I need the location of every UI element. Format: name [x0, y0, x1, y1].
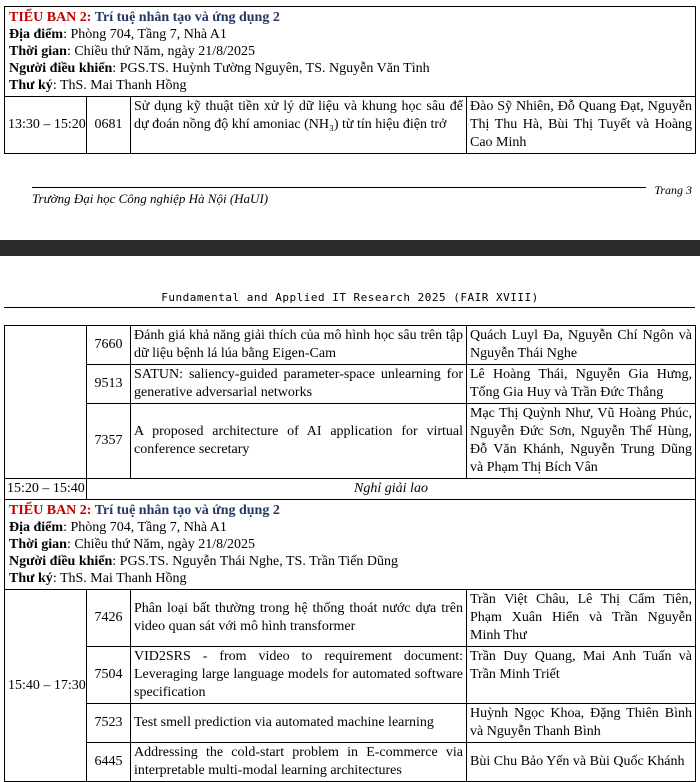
- break-row: [5, 479, 696, 500]
- time-cell: 15:40 – 17:30: [5, 590, 87, 782]
- session-time: Thời gian: Chiều thứ Năm, ngày 21/8/2025: [9, 44, 255, 59]
- session-info-row: [5, 500, 696, 590]
- session-heading: TIỂU BAN 2: Trí tuệ nhân tạo và ứng dụng 2: [9, 503, 280, 518]
- paper-authors: Huỳnh Ngọc Khoa, Đặng Thiên Bình và Nguyễn Thanh Bình: [467, 704, 696, 743]
- session-info: [5, 7, 696, 97]
- running-header: Fundamental and Applied IT Research 2025 (FAIR XVIII): [161, 291, 539, 304]
- paper-title: SATUN: saliency-guided parameter-space unlearning for generative adversarial networks: [131, 365, 467, 404]
- session-chairs: Người điều khiển: PGS.TS. Huỳnh Tường Nguyên, TS. Nguyễn Văn Tình: [9, 61, 430, 76]
- table-row: [5, 590, 696, 647]
- table-row: [5, 326, 696, 365]
- table-row: [5, 365, 696, 404]
- paper-title: Phân loại bất thường trong hệ thống thoát nước dựa trên video quan sát với mô hình transformer: [131, 590, 467, 647]
- paper-id: 6445: [87, 743, 131, 782]
- header-divider: [4, 307, 695, 308]
- table-row: [5, 704, 696, 743]
- page-gap: [0, 240, 700, 256]
- page-number: Trang 3: [654, 183, 692, 197]
- paper-authors: Đào Sỹ Nhiên, Đỗ Quang Đạt, Nguyễn Thị Thu Hà, Bùi Thị Tuyết và Hoàng Cao Minh: [467, 97, 696, 154]
- paper-authors: Mạc Thị Quỳnh Như, Vũ Hoàng Phúc, Nguyễn Đức Sơn, Nguyễn Thế Hùng, Đỗ Văn Khánh, Nguyễn Trung Dũng và Phạm Thị Bích Vân: [467, 404, 696, 479]
- paper-authors: Trần Duy Quang, Mai Anh Tuấn và Trần Minh Triết: [467, 647, 696, 704]
- paper-title: Test smell prediction via automated machine learning: [131, 704, 467, 743]
- time-cell-empty: [5, 326, 87, 479]
- paper-id: 9513: [87, 365, 131, 404]
- time-cell: 13:30 – 15:20: [5, 97, 87, 154]
- page-4: [0, 256, 700, 778]
- break-time: 15:20 – 15:40: [5, 479, 87, 500]
- table-row: [5, 97, 696, 154]
- paper-id: 7504: [87, 647, 131, 704]
- session-time: Thời gian: Chiều thứ Năm, ngày 21/8/2025: [9, 537, 255, 552]
- paper-authors: Lê Hoàng Thái, Nguyễn Gia Hưng, Tống Gia Huy và Trần Đức Thắng: [467, 365, 696, 404]
- paper-authors: Quách Luyl Đa, Nguyễn Chí Ngôn và Nguyễn Thái Nghe: [467, 326, 696, 365]
- paper-title: Đánh giá khả năng giải thích của mô hình học sâu trên tập dữ liệu bệnh lá lúa bằng Eigen-Cam: [131, 326, 467, 365]
- paper-id: 7357: [87, 404, 131, 479]
- paper-id: 7523: [87, 704, 131, 743]
- table-row: [5, 743, 696, 782]
- session-secretary: Thư ký: ThS. Mai Thanh Hồng: [9, 571, 187, 586]
- session-location: Địa điểm: Phòng 704, Tầng 7, Nhà A1: [9, 27, 227, 42]
- paper-title: VID2SRS - from video to requirement document: Leveraging large language models for automated software specification: [131, 647, 467, 704]
- paper-title: Sử dụng kỹ thuật tiền xử lý dữ liệu và khung học sâu để dự đoán nồng độ khí amoniac (NH₃) từ tín hiệu điện trở: [131, 97, 467, 154]
- paper-title: Addressing the cold-start problem in E-commerce via interpretable multi-modal learning architectures: [131, 743, 467, 782]
- paper-id: 7426: [87, 590, 131, 647]
- break-label: Nghỉ giải lao: [87, 479, 696, 500]
- page-3: [0, 0, 700, 240]
- schedule-table-top: [4, 6, 696, 154]
- paper-authors: Trần Việt Châu, Lê Thị Cẩm Tiên, Phạm Xuân Hiển và Trần Nguyễn Minh Thư: [467, 590, 696, 647]
- session-location: Địa điểm: Phòng 704, Tầng 7, Nhà A1: [9, 520, 227, 535]
- paper-title: A proposed architecture of AI application for virtual conference secretary: [131, 404, 467, 479]
- session-secretary: Thư ký: ThS. Mai Thanh Hồng: [9, 78, 187, 93]
- session-chairs: Người điều khiển: PGS.TS. Nguyễn Thái Nghe, TS. Trần Tiến Dũng: [9, 554, 399, 569]
- paper-id: 7660: [87, 326, 131, 365]
- footer-university: Trường Đại học Công nghiệp Hà Nội (HaUI): [32, 191, 269, 206]
- session-heading: TIỂU BAN 2: Trí tuệ nhân tạo và ứng dụng 2: [9, 10, 280, 25]
- session-info: [5, 500, 696, 590]
- footer-divider: [32, 187, 646, 188]
- table-row: [5, 647, 696, 704]
- paper-authors: Bùi Chu Bảo Yến và Bùi Quốc Khánh: [467, 743, 696, 782]
- schedule-table: [4, 325, 696, 782]
- table-row: [5, 404, 696, 479]
- paper-id: 0681: [87, 97, 131, 154]
- session-info-row: [5, 7, 696, 97]
